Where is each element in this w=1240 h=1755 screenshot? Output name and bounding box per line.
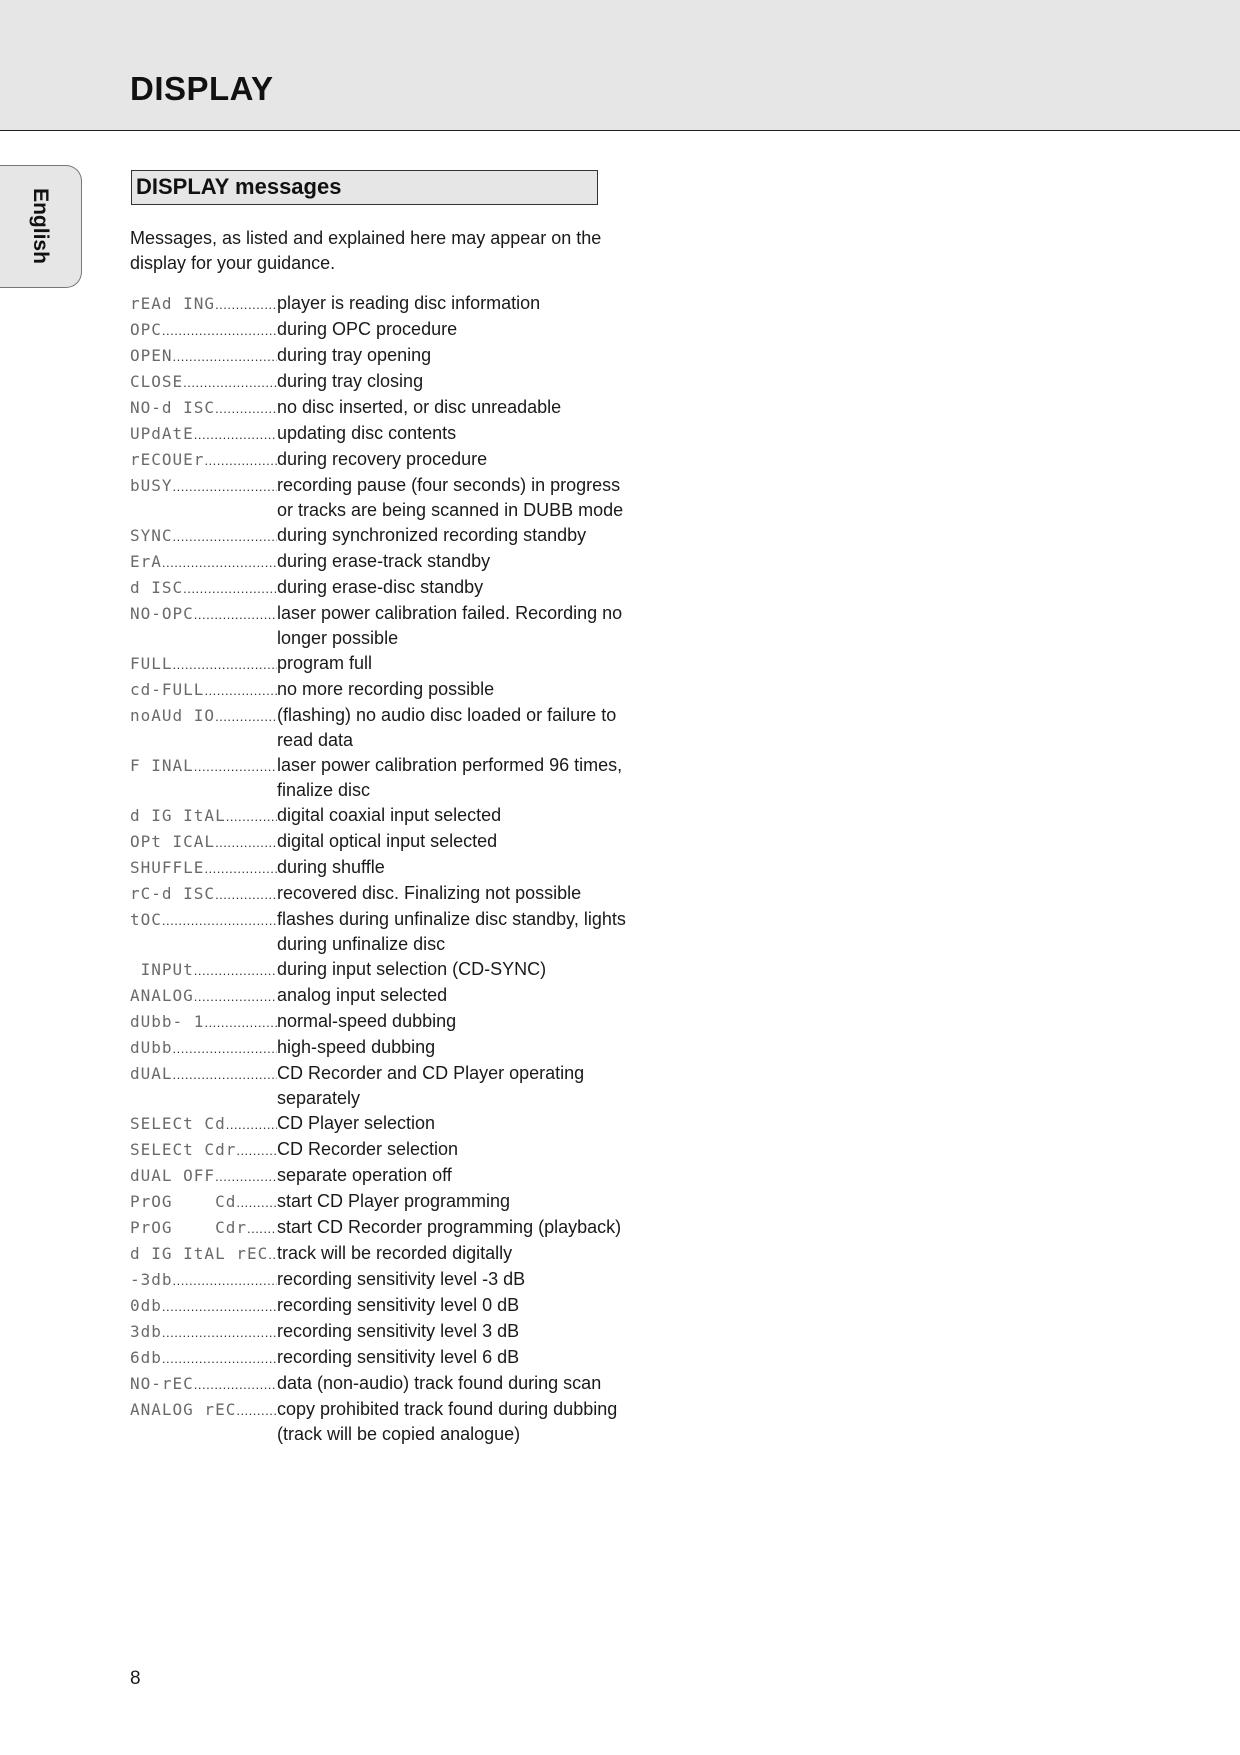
message-code-cell — [130, 1009, 277, 1035]
message-code-cell — [130, 753, 277, 779]
display-message-row — [130, 549, 630, 575]
display-message-row — [130, 803, 630, 829]
display-code: UPdAtE — [130, 424, 194, 443]
message-code-cell — [130, 677, 277, 703]
message-code-cell — [130, 703, 277, 729]
message-code-cell — [130, 983, 277, 1009]
message-code-cell — [130, 1293, 277, 1319]
dot-leader — [215, 830, 277, 855]
message-description: laser power calibration performed 96 times, finalize disc — [277, 755, 623, 800]
message-description: updating disc contents — [277, 423, 457, 443]
dot-leader — [162, 908, 277, 933]
dot-leader — [194, 1372, 277, 1397]
display-message-row — [130, 753, 630, 803]
message-code-cell — [130, 317, 277, 343]
display-message-row — [130, 855, 630, 881]
message-description: during erase-disc standby — [277, 577, 484, 597]
display-message-row — [130, 317, 630, 343]
message-code-cell — [130, 1061, 277, 1087]
message-code-cell — [130, 907, 277, 933]
message-description: (flashing) no audio disc loaded or failure to read data — [277, 705, 617, 750]
message-code-cell — [130, 395, 277, 421]
dot-leader — [204, 448, 277, 473]
display-code: cd-FULL — [130, 680, 205, 699]
dot-leader — [162, 550, 277, 575]
dot-leader — [247, 1216, 277, 1241]
display-code: FULL — [130, 654, 173, 673]
message-code-cell — [130, 473, 277, 499]
message-code-cell — [130, 1163, 277, 1189]
dot-leader — [173, 652, 277, 677]
display-code: noAUd IO — [130, 706, 216, 725]
message-description: start CD Player programming — [277, 1191, 511, 1211]
dot-leader — [215, 292, 277, 317]
dot-leader — [194, 958, 277, 983]
message-code-cell — [130, 1345, 277, 1371]
display-message-row — [130, 395, 630, 421]
dot-leader — [183, 576, 277, 601]
display-message-row — [130, 957, 630, 983]
message-code-cell — [130, 549, 277, 575]
display-message-row — [130, 1293, 630, 1319]
message-description: analog input selected — [277, 985, 448, 1005]
message-description: during OPC procedure — [277, 319, 458, 339]
dot-leader — [204, 678, 277, 703]
message-code-cell — [130, 523, 277, 549]
display-code: rEAd ING — [130, 294, 216, 313]
display-code: -3db — [130, 1270, 173, 1289]
dot-leader — [173, 1062, 277, 1087]
display-message-row — [130, 1163, 630, 1189]
display-message-row — [130, 1215, 630, 1241]
display-code: ANALOG rEC — [130, 1400, 237, 1419]
message-description: during tray closing — [277, 371, 424, 391]
display-code: OPt ICAL — [130, 832, 216, 851]
dot-leader — [204, 856, 277, 881]
page-number: 8 — [130, 1668, 141, 1689]
message-description: copy prohibited track found during dubbing (track will be copied analogue) — [277, 1399, 618, 1444]
section-heading-box — [131, 170, 598, 205]
display-message-row — [130, 651, 630, 677]
dot-leader — [236, 1190, 277, 1215]
message-code-cell — [130, 421, 277, 447]
display-code: bUSY — [130, 476, 173, 495]
message-description: recording sensitivity level 6 dB — [277, 1347, 520, 1367]
display-code: SYNC — [130, 526, 173, 545]
message-code-cell — [130, 829, 277, 855]
display-message-row — [130, 601, 630, 651]
message-description: CD Recorder and CD Player operating separately — [277, 1063, 585, 1108]
dot-leader — [236, 1398, 277, 1423]
display-message-row — [130, 291, 630, 317]
display-message-row — [130, 1267, 630, 1293]
dot-leader — [226, 1112, 277, 1137]
dot-leader — [204, 1010, 277, 1035]
display-code: tOC — [130, 910, 162, 929]
display-code: dUAL — [130, 1064, 173, 1083]
dot-leader — [194, 602, 277, 627]
display-message-row — [130, 1345, 630, 1371]
dot-leader — [173, 524, 277, 549]
display-code: d ISC — [130, 578, 184, 597]
display-message-row — [130, 1111, 630, 1137]
display-code: dUbb — [130, 1038, 173, 1057]
dot-leader — [162, 1346, 277, 1371]
message-description: CD Recorder selection — [277, 1139, 459, 1159]
message-code-cell — [130, 957, 277, 983]
message-code-cell — [130, 1371, 277, 1397]
message-description: recording sensitivity level 0 dB — [277, 1295, 520, 1315]
message-description: recording pause (four seconds) in progress or tracks are being scanned in DUBB mode — [277, 475, 624, 520]
display-code: ErA — [130, 552, 162, 571]
header-band — [0, 0, 1240, 131]
display-code: SELECt Cdr — [130, 1140, 237, 1159]
section-title: DISPLAY messages — [136, 174, 342, 199]
display-message-row — [130, 523, 630, 549]
message-description: recording sensitivity level 3 dB — [277, 1321, 520, 1341]
message-description: separate operation off — [277, 1165, 452, 1185]
dot-leader — [268, 1242, 277, 1267]
message-description: player is reading disc information — [277, 293, 541, 313]
display-code: d IG ItAL — [130, 806, 226, 825]
message-description: start CD Recorder programming (playback) — [277, 1217, 622, 1237]
message-code-cell — [130, 1035, 277, 1061]
message-description: digital coaxial input selected — [277, 805, 502, 825]
display-message-row — [130, 881, 630, 907]
message-description: during input selection (CD-SYNC) — [277, 959, 547, 979]
display-message-row — [130, 1319, 630, 1345]
display-message-row — [130, 575, 630, 601]
display-code: rC-d ISC — [130, 884, 216, 903]
dot-leader — [215, 396, 277, 421]
message-code-cell — [130, 369, 277, 395]
message-description: no disc inserted, or disc unreadable — [277, 397, 562, 417]
message-code-cell — [130, 291, 277, 317]
message-description: recording sensitivity level -3 dB — [277, 1269, 526, 1289]
message-description: during recovery procedure — [277, 449, 488, 469]
display-message-row — [130, 1241, 630, 1267]
message-description: program full — [277, 653, 373, 673]
display-message-row — [130, 421, 630, 447]
dot-leader — [215, 1164, 277, 1189]
dot-leader — [194, 422, 277, 447]
intro-paragraph: Messages, as listed and explained here may appear on the display for your guidance. — [130, 228, 602, 273]
dot-leader — [173, 1036, 277, 1061]
dot-leader — [215, 704, 277, 729]
dot-leader — [173, 344, 277, 369]
message-code-cell — [130, 1267, 277, 1293]
display-code: NO-OPC — [130, 604, 194, 623]
dot-leader — [173, 474, 277, 499]
page-title: DISPLAY — [130, 70, 274, 107]
display-code: OPEN — [130, 346, 173, 365]
message-code-cell — [130, 343, 277, 369]
message-code-cell — [130, 1319, 277, 1345]
display-messages-list — [130, 291, 630, 1447]
dot-leader — [173, 1268, 277, 1293]
message-description: high-speed dubbing — [277, 1037, 436, 1057]
display-message-row — [130, 343, 630, 369]
message-code-cell — [130, 1215, 277, 1241]
dot-leader — [162, 1320, 277, 1345]
display-message-row — [130, 1035, 630, 1061]
dot-leader — [226, 804, 277, 829]
display-code: PrOG Cdr — [130, 1218, 247, 1237]
message-code-cell — [130, 855, 277, 881]
display-message-row — [130, 1061, 630, 1111]
display-code: ANALOG — [130, 986, 194, 1005]
display-message-row — [130, 369, 630, 395]
display-code: SHUFFLE — [130, 858, 205, 877]
dot-leader — [215, 882, 277, 907]
message-code-cell — [130, 1137, 277, 1163]
display-code: d IG ItAL rEC — [130, 1244, 269, 1263]
display-code: 3db — [130, 1322, 162, 1341]
display-code: INPUt — [130, 960, 194, 979]
message-description: during erase-track standby — [277, 551, 491, 571]
dot-leader — [194, 754, 277, 779]
display-code: F INAL — [130, 756, 194, 775]
display-code: SELECt Cd — [130, 1114, 226, 1133]
message-description: track will be recorded digitally — [277, 1243, 513, 1263]
dot-leader — [236, 1138, 277, 1163]
display-message-row — [130, 447, 630, 473]
display-code: NO-d ISC — [130, 398, 216, 417]
message-description: digital optical input selected — [277, 831, 498, 851]
message-code-cell — [130, 651, 277, 677]
message-code-cell — [130, 1241, 277, 1267]
display-message-row — [130, 1009, 630, 1035]
message-description: during shuffle — [277, 857, 385, 877]
message-code-cell — [130, 803, 277, 829]
message-description: normal-speed dubbing — [277, 1011, 457, 1031]
message-code-cell — [130, 1397, 277, 1423]
message-code-cell — [130, 447, 277, 473]
display-message-row — [130, 473, 630, 523]
display-code: 0db — [130, 1296, 162, 1315]
message-description: during tray opening — [277, 345, 432, 365]
display-message-row — [130, 983, 630, 1009]
display-code: NO-rEC — [130, 1374, 194, 1393]
display-message-row — [130, 829, 630, 855]
dot-leader — [162, 318, 277, 343]
message-code-cell — [130, 1111, 277, 1137]
message-description: data (non-audio) track found during scan — [277, 1373, 602, 1393]
display-code: rECOUEr — [130, 450, 205, 469]
message-description: no more recording possible — [277, 679, 495, 699]
display-code: CLOSE — [130, 372, 184, 391]
language-tab-label: English — [29, 188, 52, 264]
message-description: CD Player selection — [277, 1113, 436, 1133]
display-code: dUbb- 1 — [130, 1012, 205, 1031]
display-message-row — [130, 1137, 630, 1163]
display-code: OPC — [130, 320, 162, 339]
message-code-cell — [130, 1189, 277, 1215]
display-message-row — [130, 1371, 630, 1397]
dot-leader — [162, 1294, 277, 1319]
message-description: laser power calibration failed. Recording no longer possible — [277, 603, 623, 648]
display-message-row — [130, 677, 630, 703]
dot-leader — [183, 370, 277, 395]
message-code-cell — [130, 575, 277, 601]
display-message-row — [130, 1189, 630, 1215]
display-code: 6db — [130, 1348, 162, 1367]
dot-leader — [194, 984, 277, 1009]
message-description: flashes during unfinalize disc standby, lights during unfinalize disc — [277, 909, 626, 954]
message-description: recovered disc. Finalizing not possible — [277, 883, 582, 903]
display-message-row — [130, 1397, 630, 1447]
message-code-cell — [130, 881, 277, 907]
message-code-cell — [130, 601, 277, 627]
display-code: PrOG Cd — [130, 1192, 237, 1211]
display-message-row — [130, 907, 630, 957]
display-message-row — [130, 703, 630, 753]
message-description: during synchronized recording standby — [277, 525, 587, 545]
display-code: dUAL OFF — [130, 1166, 216, 1185]
